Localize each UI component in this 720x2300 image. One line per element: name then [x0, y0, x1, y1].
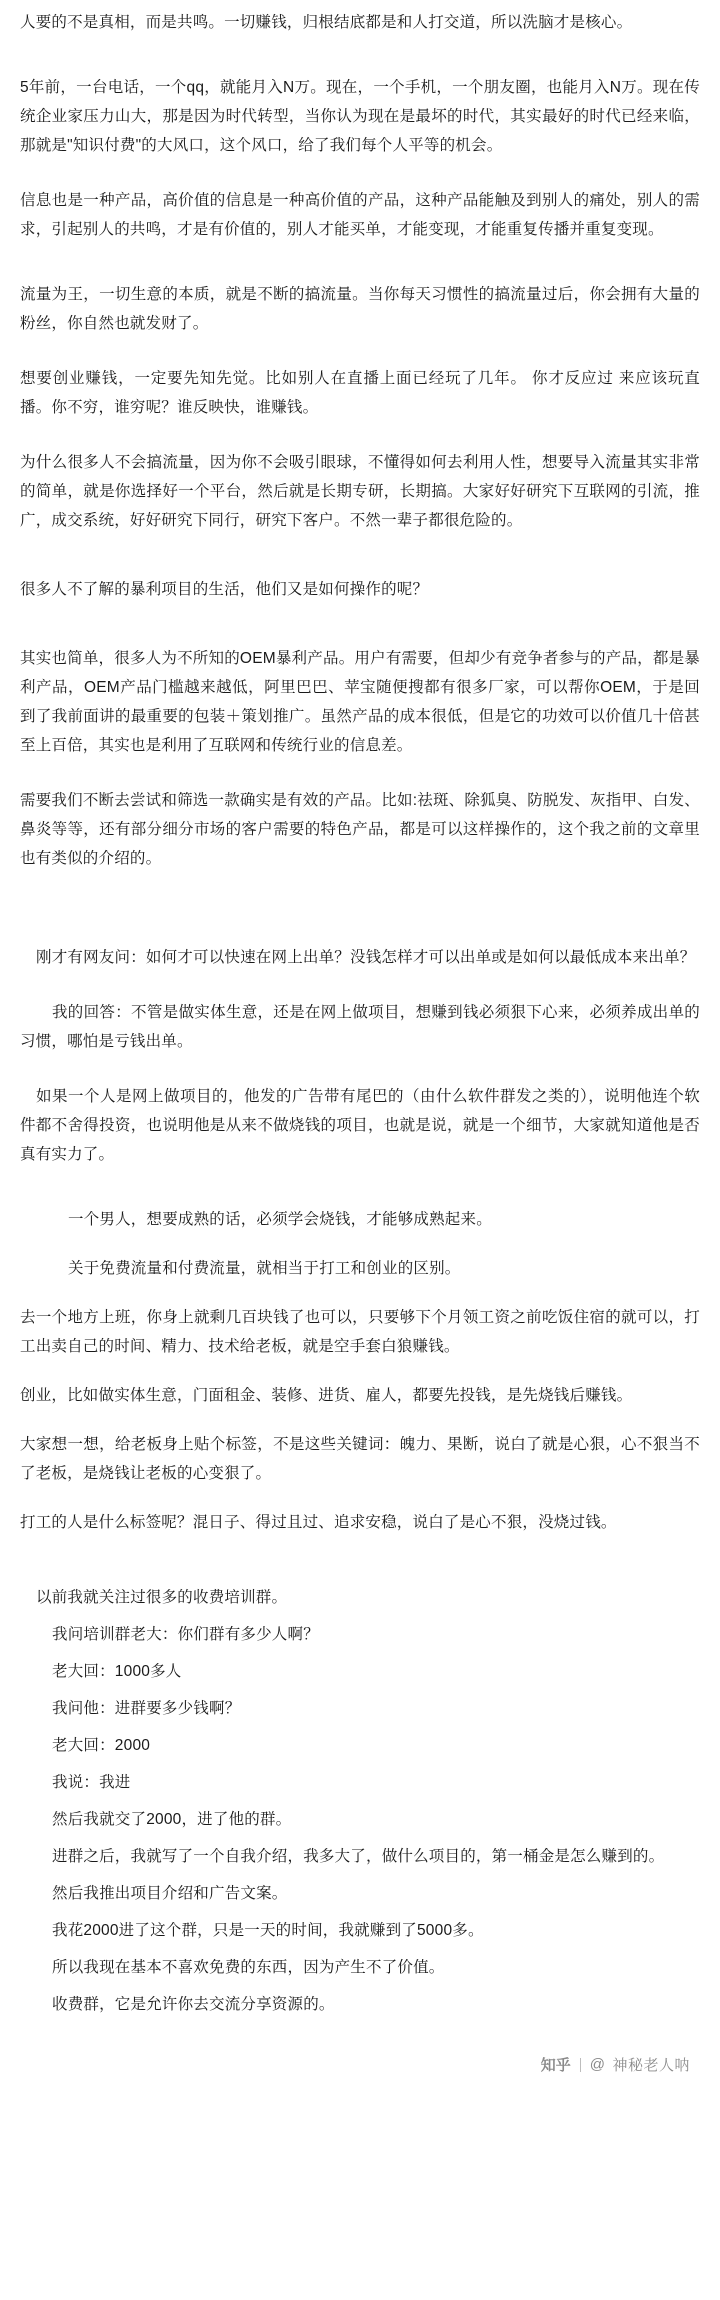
spacer — [20, 1195, 700, 1205]
paragraph: 刚才有网友问：如何才可以快速在网上出单？没钱怎样才可以出单或是如何以最低成本来出单？ — [36, 949, 696, 966]
chat-transcript — [20, 1583, 700, 2019]
paragraph: 关于免费流量和付费流量，就相当于打工和创业的区别。 — [68, 1260, 461, 1277]
paragraph: 我问他：进群要多少钱啊？ — [52, 1700, 241, 1717]
paragraph: 我的回答：不管是做实体生意，还是在网上做项目，想赚到钱必须狠下心来，必须养成出单的习惯，哪怕是亏钱出单。 — [20, 1004, 700, 1050]
paragraph: 如果一个人是网上做项目的，他发的广告带有尾巴的（由什么软件群发之类的），说明他连个软件都不舍得投资，也说明他是从来不做烧钱的项目，也就是说，就是一个细节，大家就知道他是否真有实力了。 — [20, 1088, 700, 1163]
article-body — [20, 8, 700, 2019]
paragraph: 以前我就关注过很多的收费培训群。 — [36, 1589, 288, 1606]
paragraph: 为什么很多人不会搞流量，因为你不会吸引眼球，不懂得如何去利用人性，想要导入流量其实非常的简单，就是你选择好一个平台，然后就是长期专研，长期搞。大家好好研究下互联网的引流，推广，成交系统，好好研究下同行，研究下客户。不然一辈子都很危险的。 — [20, 454, 700, 529]
paragraph: 所以我现在基本不喜欢免费的东西，因为产生不了价值。 — [52, 1959, 445, 1976]
paragraph: 然后我就交了2000，进了他的群。 — [52, 1811, 292, 1828]
paragraph: 流量为王，一切生意的本质，就是不断的搞流量。当你每天习惯性的搞流量过后，你会拥有大量的粉丝，你自然也就发财了。 — [20, 286, 700, 332]
paragraph: 我问培训群老大：你们群有多少人啊？ — [52, 1626, 319, 1643]
watermark-divider — [580, 2058, 581, 2072]
paragraph: 人要的不是真相，而是共鸣。一切赚钱，归根结底都是和人打交道，所以洗脑才是核心。 — [20, 14, 633, 31]
paragraph: 信息也是一种产品，高价值的信息是一种高价值的产品，这种产品能触及到别人的痛处，别人的需求，引起别人的共鸣，才是有价值的，别人才能买单，才能变现，才能重复传播并重复变现。 — [20, 192, 700, 238]
watermark — [541, 2054, 690, 2075]
paragraph: 去一个地方上班，你身上就剩几百块钱了也可以，只要够下个月领工资之前吃饭住宿的就可以，打工出卖自己的时间、精力、技术给老板，就是空手套白狼赚钱。 — [20, 1309, 700, 1355]
paragraph: 5年前，一台电话，一个qq，就能月入N万。现在，一个手机，一个朋友圈，也能月入N万。现在传统企业家压力山大，那是因为时代转型，当你认为现在是最坏的时代，其实最好的时代已经来临，那就是"知识付费"的大风口，这个风口，给了我们每个人平等的机会。 — [20, 79, 700, 154]
spacer — [20, 1557, 700, 1583]
spacer — [20, 63, 700, 73]
paragraph: 进群之后，我就写了一个自我介绍，我多大了，做什么项目的，第一桶金是怎么赚到的。 — [52, 1848, 665, 1865]
watermark-author: 神秘老人呐 — [612, 2057, 690, 2074]
paragraph: 很多人不了解的暴利项目的生活，他们又是如何操作的呢？ — [20, 581, 429, 598]
paragraph: 我花2000进了这个群，只是一天的时间，我就赚到了5000多。 — [52, 1922, 484, 1939]
watermark-at-symbol: @ — [589, 2056, 606, 2073]
spacer — [20, 270, 700, 280]
paragraph: 打工的人是什么标签呢？混日子、得过且过、追求安稳，说白了是心不狠，没烧过钱。 — [20, 1514, 617, 1531]
paragraph: 需要我们不断去尝试和筛选一款确实是有效的产品。比如:祛斑、除狐臭、防脱发、灰指甲、白发、鼻炎等等，还有部分细分市场的客户需要的特色产品，都是可以这样操作的，这个我之前的文章里也有类似的介绍的。 — [20, 792, 700, 867]
paragraph: 收费群，它是允许你去交流分享资源的。 — [52, 1996, 335, 2013]
paragraph: 一个男人，想要成熟的话，必须学会烧钱，才能够成熟起来。 — [68, 1211, 492, 1228]
paragraph: 我说：我进 — [52, 1774, 131, 1791]
paragraph: 创业，比如做实体生意，门面租金、装修、进货、雇人，都要先投钱，是先烧钱后赚钱。 — [20, 1387, 633, 1404]
spacer — [20, 899, 700, 943]
zhihu-logo-icon: 知乎 — [540, 2057, 571, 2074]
footer — [20, 2029, 700, 2089]
paragraph: 大家想一想，给老板身上贴个标签，不是这些关键词：魄力、果断，说白了就是心狠，心不狠当不了老板，是烧钱让老板的心变狠了。 — [20, 1436, 700, 1482]
paragraph: 老大回：2000 — [52, 1737, 151, 1754]
paragraph: 老大回：1000多人 — [52, 1663, 182, 1680]
paragraph: 想要创业赚钱，一定要先知先觉。比如别人在直播上面已经玩了几年。 你才反应过 来应该玩直播。你不穷，谁穷呢？谁反映快，谁赚钱。 — [20, 370, 700, 416]
paragraph: 然后我推出项目介绍和广告文案。 — [52, 1885, 288, 1902]
paragraph: 其实也简单，很多人为不所知的OEM暴利产品。用户有需要，但却少有竞争者参与的产品，都是暴利产品，OEM产品门槛越来越低，阿里巴巴、苹宝随便搜都有很多厂家，可以帮你OEM，于是回到了我前面讲的最重要的包装＋策划推广。虽然产品的成本很低，但是它的功效可以价值几十倍甚至上百倍，其实也是利用了互联网和传统行业的信息差。 — [20, 650, 700, 754]
